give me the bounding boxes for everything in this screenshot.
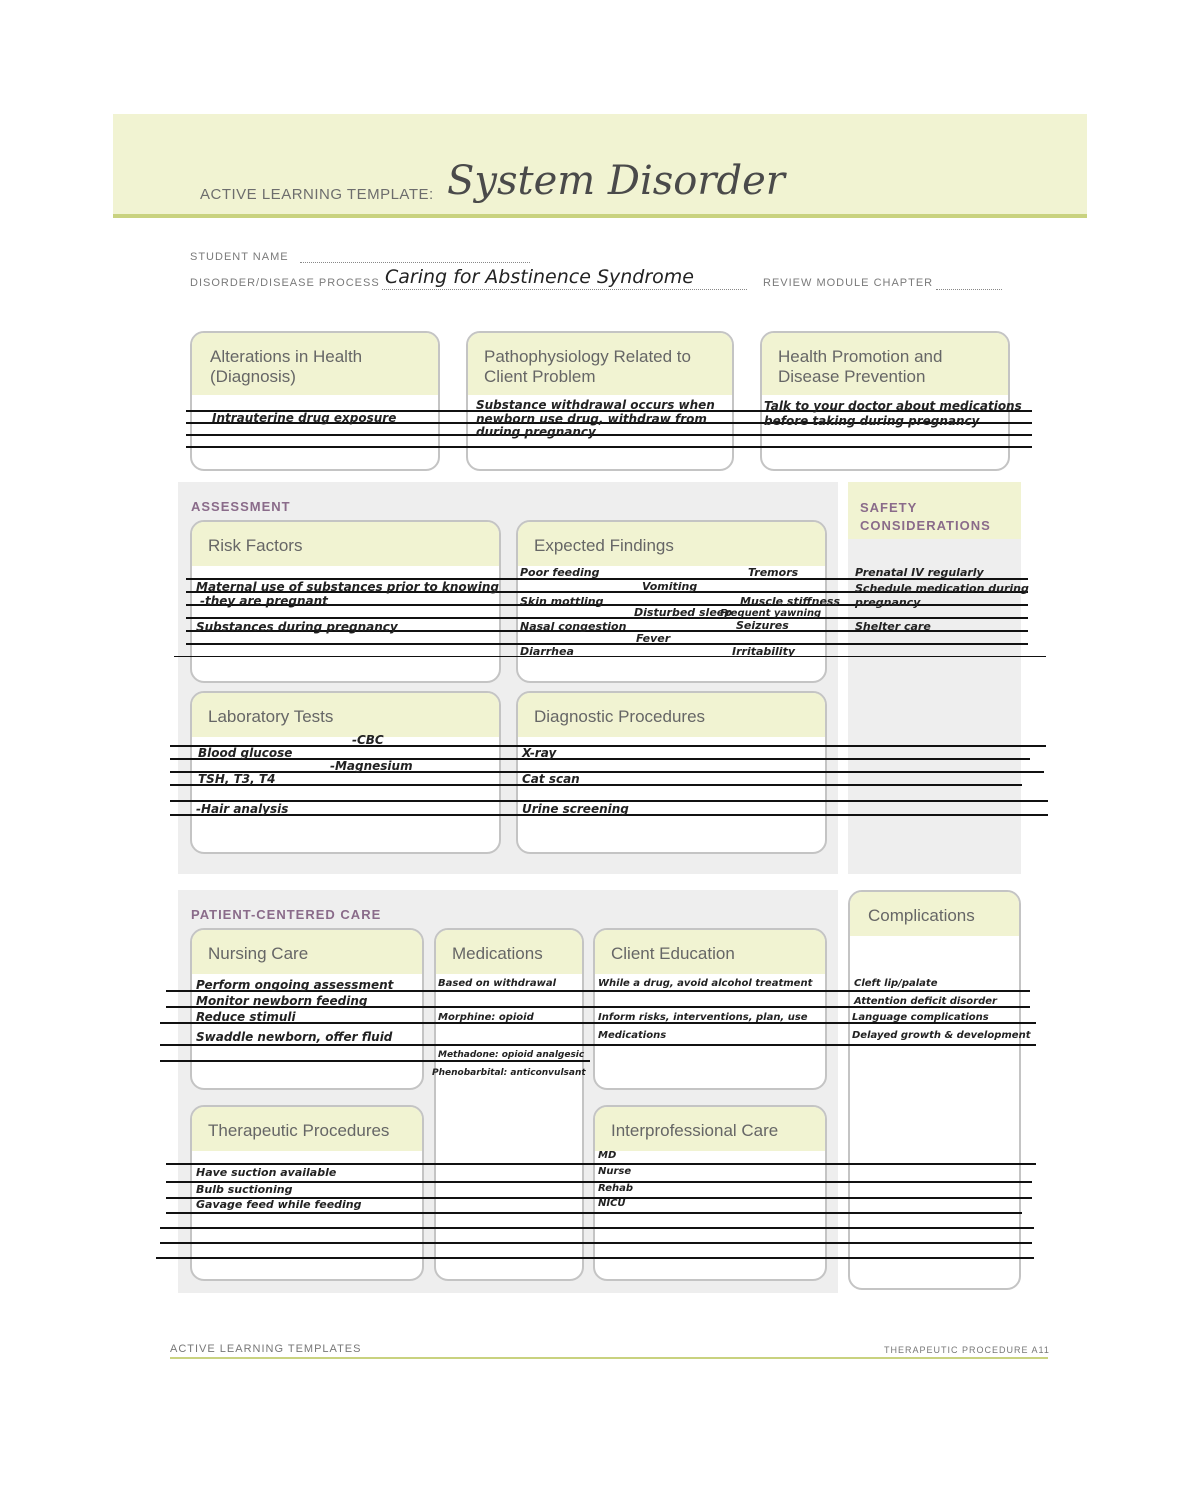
ruled-line	[160, 1227, 1034, 1229]
ruled-line	[160, 1044, 1036, 1046]
client-education-title: Client Education	[595, 930, 825, 974]
finding-note: Nasal congestion	[520, 620, 627, 633]
header-rule	[113, 214, 1087, 218]
finding-note: Fever	[636, 632, 671, 645]
finding-note: Disturbed sleep	[634, 606, 733, 619]
therapeutic-title: Therapeutic Procedures	[192, 1107, 422, 1151]
footer-left: ACTIVE LEARNING TEMPLATES	[170, 1343, 362, 1355]
pathophysiology-note: newborn use drug, withdraw from	[476, 412, 707, 426]
complications-title: Complications	[850, 892, 1019, 936]
alterations-title: Alterations in Health (Diagnosis)	[192, 333, 438, 395]
health-promotion-title: Health Promotion and Disease Prevention	[762, 333, 1008, 395]
patient-care-label: PATIENT-CENTERED CARE	[191, 907, 382, 922]
client-education-note: While a drug, avoid alcohol treatment	[598, 978, 813, 989]
footer-rule	[170, 1357, 1048, 1359]
page-title: System Disorder	[447, 158, 785, 204]
nursing-note: Perform ongoing assessment	[196, 978, 394, 992]
pathophysiology-note: during pregnancy	[476, 425, 596, 439]
finding-note: Irritability	[732, 645, 796, 658]
lab-note: -CBC	[352, 733, 384, 747]
complication-note: Delayed growth & development	[852, 1030, 1031, 1041]
therapeutic-note: Bulb suctioning	[196, 1183, 293, 1196]
review-module-label: REVIEW MODULE CHAPTER	[763, 277, 934, 289]
safety-note: pregnancy	[855, 596, 921, 609]
therapeutic-note: Have suction available	[196, 1166, 337, 1179]
client-education-note: Medications	[598, 1030, 667, 1041]
template-prefix: ACTIVE LEARNING TEMPLATE:	[200, 186, 434, 203]
complication-note: Language complications	[852, 1012, 989, 1023]
ruled-line	[160, 1242, 1032, 1244]
medication-note: Methadone: opioid analgesic	[438, 1050, 585, 1060]
student-name-label: STUDENT NAME	[190, 251, 289, 263]
lab-note: -Hair analysis	[196, 802, 289, 816]
client-education-box	[593, 928, 827, 1090]
complications-box	[848, 890, 1021, 1290]
finding-note: Diarrhea	[520, 645, 574, 658]
student-name-field[interactable]	[300, 262, 530, 263]
interprofessional-note: MD	[598, 1150, 617, 1161]
risk-factor-note: -they are pregnant	[200, 594, 328, 608]
nursing-note: Swaddle newborn, offer fluid	[196, 1030, 393, 1044]
ruled-line	[166, 1212, 1022, 1214]
interprofessional-title: Interprofessional Care	[595, 1107, 825, 1151]
ruled-line	[170, 771, 1044, 773]
finding-note: Skin mottling	[520, 595, 604, 608]
medication-note: Based on withdrawal	[438, 978, 557, 989]
disorder-label: DISORDER/DISEASE PROCESS	[190, 277, 380, 289]
lab-note: Blood glucose	[198, 746, 293, 760]
complication-note: Attention deficit disorder	[854, 996, 997, 1007]
finding-note: Muscle stiffness	[740, 595, 841, 608]
ruled-line	[170, 784, 1022, 786]
disorder-field-line	[382, 289, 747, 290]
pathophysiology-title: Pathophysiology Related to Client Problem	[468, 333, 732, 395]
interprofessional-note: NICU	[598, 1198, 626, 1209]
ruled-line	[186, 617, 1028, 619]
ruled-line	[166, 1163, 1036, 1165]
risk-factors-title: Risk Factors	[192, 522, 499, 566]
diagnostic-note: X-ray	[522, 746, 557, 760]
finding-note: Frequent yawning	[720, 608, 822, 619]
ruled-line	[170, 745, 1046, 747]
disorder-field[interactable]: Caring for Abstinence Syndrome	[385, 266, 694, 288]
medications-title: Medications	[436, 930, 582, 974]
safety-note: Schedule medication during	[855, 582, 1029, 595]
alterations-box	[190, 331, 440, 471]
safety-note: Shelter care	[855, 620, 931, 633]
nursing-care-box	[190, 928, 424, 1090]
risk-factor-note: Substances during pregnancy	[196, 620, 398, 634]
interprofessional-note: Nurse	[598, 1166, 632, 1177]
medication-note: Morphine: opioid	[438, 1012, 534, 1023]
ruled-line	[174, 656, 1046, 657]
diagnostic-note: Cat scan	[522, 772, 580, 786]
nursing-note: Reduce stimuli	[196, 1010, 296, 1024]
finding-note: Poor feeding	[520, 566, 600, 579]
health-promotion-note: before taking during pregnancy	[764, 414, 980, 428]
ruled-line	[156, 1257, 1034, 1259]
lab-note: TSH, T3, T4	[198, 772, 276, 786]
footer-right: THERAPEUTIC PROCEDURE A11	[884, 1345, 1050, 1355]
safety-label: SAFETY CONSIDERATIONS	[860, 500, 991, 533]
ruled-line	[160, 1060, 590, 1062]
expected-findings-title: Expected Findings	[518, 522, 825, 566]
alterations-note: Intrauterine drug exposure	[212, 411, 397, 425]
complication-note: Cleft lip/palate	[854, 978, 938, 989]
safety-note: Prenatal IV regularly	[855, 566, 984, 579]
ruled-line	[186, 434, 1032, 436]
ruled-line	[186, 446, 1032, 448]
nursing-care-title: Nursing Care	[192, 930, 422, 974]
assessment-label: ASSESSMENT	[191, 499, 291, 514]
finding-note: Seizures	[736, 619, 789, 632]
finding-note: Vomiting	[642, 580, 698, 593]
lab-note: -Magnesium	[330, 759, 413, 773]
medication-note: Phenobarbital: anticonvulsant	[432, 1068, 586, 1078]
diagnostic-title: Diagnostic Procedures	[518, 693, 825, 737]
review-module-field[interactable]	[936, 289, 1002, 290]
ruled-line	[186, 643, 1028, 645]
ruled-line	[170, 758, 1030, 760]
risk-factor-note: Maternal use of substances prior to knowing	[196, 580, 499, 594]
finding-note: Tremors	[748, 566, 799, 579]
health-promotion-note: Talk to your doctor about medications	[764, 399, 1022, 413]
pathophysiology-note: Substance withdrawal occurs when	[476, 398, 715, 412]
nursing-note: Monitor newborn feeding	[196, 994, 368, 1008]
therapeutic-note: Gavage feed while feeding	[196, 1198, 362, 1211]
interprofessional-note: Rehab	[598, 1183, 634, 1194]
lab-tests-title: Laboratory Tests	[192, 693, 499, 737]
client-education-note: Inform risks, interventions, plan, use	[598, 1012, 808, 1023]
diagnostic-note: Urine screening	[522, 802, 629, 816]
